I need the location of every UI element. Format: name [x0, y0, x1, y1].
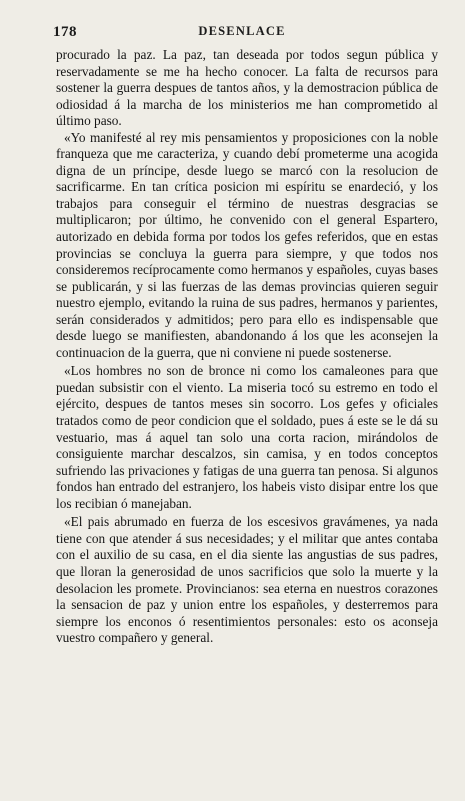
- paragraph: «Los hombres no son de bronce ni como los camaleones para que puedan subsistir con el viento. La miseria tocó su estremo en todo el ejército, despues de tantos meses sin socorro. Los gefes y oficiales tratados como de peor condicion que el soldado, pues á este se le dá su vestuario, mas á aquel tan solo una corta racion, mirándolos de consiguiente marchar descalzos, sin camisa, y en todos conceptos sufriendo las privaciones y fatigas de una guerra tan penosa. Si algunos fondos han entrado del estranjero, los habeis visto disipar entre los que los recibian ó manejaban.: [56, 363, 438, 511]
- page-number: 178: [53, 24, 77, 40]
- paragraph: «Yo manifesté al rey mis pensamientos y proposiciones con la noble franqueza que me caracteriza, y cuando debí prometerme una acogida digna de un príncipe, desde luego se marcó con la resolucion de sacrificarme. En tan crítica posicion mi espíritu se enardeció, y los trabajos para conseguir el término de nuestras desgracias se multiplicaron; por último, he convenido con el general Espartero, autorizado en debida forma por todos los gefes referidos, que en estas provincias se concluya la guerra para siempre, y que todos nos consideremos recíprocamente como hermanos y españoles, cuyas bases se publicarán, y si las fuerzas de las demas provincias quieren seguir nuestro ejemplo, evitando la ruina de sus padres, hermanos y parientes, serán considerados y admitidos; pero para ello es indispensable que desde luego se manifiesten, abandonando á los que les aconsejen la continuacion de la guerra, que ni conviene ni puede sostenerse.: [56, 129, 438, 360]
- page-header: [53, 24, 431, 41]
- paragraph: procurado la paz. La paz, tan deseada por todos segun pública y reservadamente se me ha hecho conocer. La falta de recursos para sostener la guerra despues de tantos años, y la demostracion pública de odiosidad á la marcha de los ministerios me han comprometido al último paso.: [56, 47, 438, 129]
- running-head: DESENLACE: [198, 24, 286, 38]
- body-text: [56, 47, 438, 647]
- paragraph: «El pais abrumado en fuerza de los escesivos gravámenes, ya nada tiene con que atender á sus necesidades; y el militar que antes contaba con el auxilio de su casa, en el dia siente las angustias de sus padres, que lloran la generosidad de unos sacrificios que solo la muerte y la desolacion les promete. Provincianos: sea eterna en nuestros corazones la sensacion de paz y union entre los españoles, y desterremos para siempre los enconos ó resentimientos personales: esto os aconseja vuestro compañero y general.: [56, 514, 438, 646]
